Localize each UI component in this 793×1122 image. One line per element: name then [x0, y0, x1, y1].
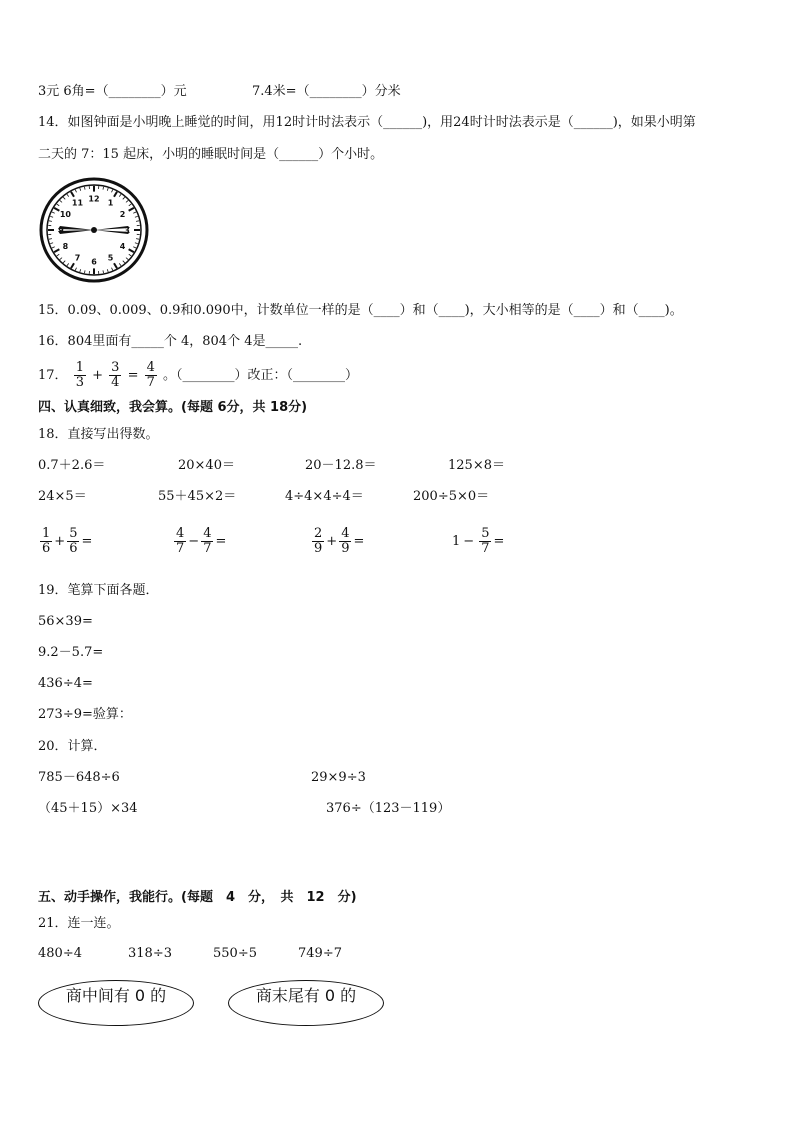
q18-item: 4÷4×4÷4＝	[285, 489, 364, 504]
q21-expression: 480÷4	[38, 946, 82, 961]
plus-sign: +	[92, 368, 104, 383]
clock-number: 5	[107, 253, 114, 263]
fraction: $\frac{1}{3}$	[75, 360, 84, 390]
q18-fraction-item: $\frac{1}{6}$ + $\frac{5}{6}$ =	[42, 526, 93, 556]
equals-sign: =	[127, 368, 139, 383]
q18-item: 20－12.8＝	[305, 458, 377, 473]
section-5-heading: 五、动手操作，我能行。(每题 4 分， 共 12 分)	[38, 890, 357, 905]
line-conversion-meter: 7.4米=（________）分米	[252, 84, 401, 99]
q18-fraction-item: $\frac{4}{7}$ − $\frac{4}{7}$ =	[176, 526, 227, 556]
fraction: $\frac{4}{7}$	[146, 360, 155, 390]
clock-number: 4	[119, 241, 126, 251]
question-20: 20．计算．	[38, 739, 107, 754]
q19-item: 9.2－5.7=	[38, 645, 104, 660]
question-14-line1: 14．如图钟面是小明晚上睡觉的时间，用12时计时法表示（______)，用24时计时法表示是（______)，如果小明第	[38, 115, 696, 130]
clock-number: 9	[58, 226, 64, 235]
q21-expression: 318÷3	[128, 946, 172, 961]
line-conversion-yuan: 3元 6角=（________）元	[38, 84, 187, 99]
question-17-answer-blanks: 。（________）改正：（________）	[163, 368, 359, 383]
q20-item: 376÷（123－119）	[326, 801, 451, 816]
q18-fraction-item: 1 − $\frac{5}{7}$ =	[452, 526, 505, 556]
clock-number: 12	[88, 194, 100, 204]
clock-number: 3	[124, 226, 130, 235]
question-19: 19．笔算下面各题．	[38, 583, 159, 598]
question-18: 18．直接写出得数。	[38, 427, 159, 442]
question-17-number: 17．	[38, 368, 68, 383]
q18-item: 125×8＝	[448, 458, 505, 473]
oval-quotient-middle-zero[interactable]: 商中间有 0 的	[38, 980, 194, 1026]
clock-number: 8	[62, 241, 69, 251]
question-16: 16．804里面有_____个 4，804个 4是_____.	[38, 334, 303, 349]
q20-item: 29×9÷3	[311, 770, 366, 785]
q18-item: 200÷5×0＝	[413, 489, 490, 504]
q18-item: 0.7＋2.6＝	[38, 458, 106, 473]
clock-number: 11	[71, 198, 84, 208]
q21-expression: 749÷7	[298, 946, 342, 961]
clock-number: 6	[91, 257, 97, 267]
q18-item: 24×5＝	[38, 489, 87, 504]
question-21: 21．连一连。	[38, 916, 120, 931]
q18-item: 20×40＝	[178, 458, 235, 473]
q20-item: 785－648÷6	[38, 770, 120, 785]
q20-item: （45＋15）×34	[38, 801, 138, 816]
clock-number: 10	[59, 210, 71, 220]
q21-expression: 550÷5	[213, 946, 257, 961]
clock-face-image	[38, 176, 150, 284]
q19-item: 436÷4=	[38, 676, 93, 691]
question-17	[38, 358, 358, 394]
clock-number: 1	[107, 198, 114, 208]
oval-quotient-end-zero[interactable]: 商末尾有 0 的	[228, 980, 384, 1026]
q18-item: 55＋45×2＝	[158, 489, 237, 504]
clock-number: 7	[74, 253, 81, 263]
fraction: $\frac{3}{4}$	[111, 360, 120, 390]
q19-item: 56×39=	[38, 614, 93, 629]
q19-item: 273÷9=验算：	[38, 707, 132, 722]
section-4-heading: 四、认真细致，我会算。(每题 6分，共 18分)	[38, 400, 308, 415]
question-14-line2: 二天的 7：15 起床，小明的睡眠时间是（______）个小时。	[38, 147, 384, 162]
question-15: 15．0.09、0.009、0.9和0.090中，计数单位一样的是（____）和（____)，大小相等的是（____）和（____)。	[38, 303, 683, 318]
q18-fraction-item: $\frac{2}{9}$ + $\frac{4}{9}$ =	[314, 526, 365, 556]
clock-number: 2	[119, 210, 126, 220]
